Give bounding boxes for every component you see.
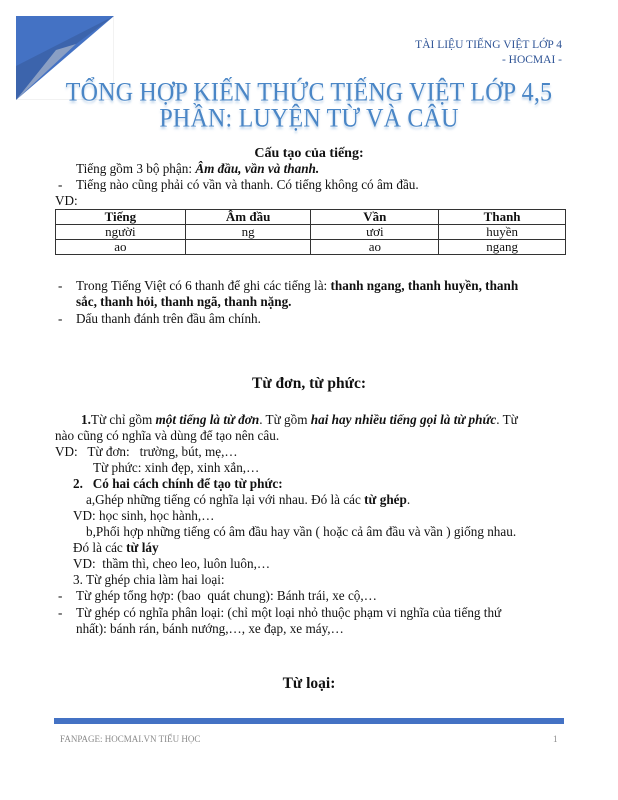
paragraph-2b: b,Phối hợp những tiếng có âm đầu hay vần ( hoặc cả âm đầu và vần ) giống nhau. — [86, 524, 517, 539]
bullet-text: Tiếng nào cũng phải có vần và thanh. Có tiếng không có âm đầu. — [76, 177, 419, 192]
bullet-item — [58, 605, 502, 621]
bullet-text: Từ ghép tổng hợp: (bao quát chung): Bánh trái, xe cộ,… — [76, 588, 377, 603]
text-run: a,Ghép những tiếng có nghĩa lại với nhau. Đó là các — [86, 492, 365, 507]
bullet-dash: - — [58, 177, 63, 192]
table-cell: ng — [185, 225, 311, 240]
intro-text: Tiếng gồm 3 bộ phận: — [76, 161, 196, 176]
column-header: Vần — [311, 210, 439, 225]
column-header: Tiếng — [56, 210, 186, 225]
table-row — [56, 240, 566, 255]
text-run: Đó là các — [73, 540, 127, 555]
bullet-dash: - — [58, 311, 63, 326]
tones-list: thanh ngang, thanh huyền, thanh — [330, 278, 519, 293]
bullet-text-continued: nhất): bánh rán, bánh nướng,…, xe đạp, xe máy,… — [76, 621, 344, 636]
section-heading-cau-tao: Cấu tạo của tiếng: — [254, 146, 364, 161]
intro-line — [76, 161, 319, 177]
document-header — [415, 38, 562, 68]
term-tu-ghep: từ ghép — [364, 492, 407, 507]
bullet-text: Từ ghép có nghĩa phân loại: (chỉ một loại nhỏ thuộc phạm vi nghĩa của tiếng thứ — [76, 605, 502, 620]
paragraph-2a — [86, 492, 410, 508]
syllable-table — [55, 209, 566, 255]
page-number: 1 — [553, 734, 558, 744]
table-row — [56, 225, 566, 240]
section-heading-tu-loai: Từ loại: — [282, 675, 336, 692]
bullet-dash: - — [58, 605, 63, 620]
bullet-item — [58, 278, 519, 294]
emphasis-tu-don: một tiếng là từ đơn — [155, 412, 260, 427]
section-heading-tu-don-tu-phuc: Từ đơn, từ phức: — [251, 375, 366, 392]
footer-divider — [54, 718, 564, 724]
footer-fanpage: FANPAGE: HOCMAI.VN TIỂU HỌC — [60, 734, 201, 744]
table-cell: huyền — [439, 225, 566, 240]
text-run: . — [406, 492, 411, 507]
text-run: Từ chỉ gồm — [90, 412, 156, 427]
text-run: . Từ — [496, 412, 518, 427]
tones-list-continued: sắc, thanh hỏi, thanh ngã, thanh nặng. — [76, 294, 292, 309]
doc-label: TÀI LIỆU TIẾNG VIỆT LỚP 4 — [415, 39, 562, 51]
table-header-row — [56, 210, 566, 225]
column-header: Thanh — [439, 210, 566, 225]
emphasis-tu-phuc: hai hay nhiều tiếng gọi là từ phức — [310, 412, 497, 427]
intro-emphasis: Âm đầu, vần và thanh. — [195, 161, 320, 176]
paragraph-2b-line-2 — [73, 540, 159, 556]
table-cell: ngang — [439, 240, 566, 255]
bullet-text: Dấu thanh đánh trên đầu âm chính. — [76, 311, 261, 326]
table-cell: ao — [311, 240, 439, 255]
title-line-1: TỔNG HỢP KIẾN THỨC TIẾNG VIỆT LỚP 4,5 — [65, 78, 553, 108]
table-cell: người — [56, 225, 186, 240]
title-line-2: PHẦN: LUYỆN TỪ VÀ CÂU — [159, 104, 459, 134]
bullet-item — [58, 311, 261, 327]
paragraph-3: 3. Từ ghép chia làm hai loại: — [73, 572, 225, 587]
paragraph-number: 1. — [81, 412, 91, 427]
paragraph-2-heading: 2. Có hai cách chính để tạo từ phức: — [73, 476, 283, 491]
bullet-text — [76, 278, 518, 294]
bullet-dash: - — [58, 588, 63, 603]
table-cell — [185, 240, 311, 255]
paragraph-1-line-2: nào cũng có nghĩa và dùng để tạo nên câu. — [55, 428, 280, 443]
brand-label: - HOCMAI - — [501, 54, 562, 66]
example-tu-ghep: VD: học sinh, học hành,… — [73, 508, 215, 523]
example-tu-phuc: Từ phức: xinh đẹp, xinh xắn,… — [93, 460, 260, 475]
bullet-dash: - — [58, 278, 63, 293]
column-header: Âm đầu — [185, 210, 311, 225]
paragraph-1 — [81, 412, 518, 428]
page-title — [0, 80, 618, 132]
bullet-item — [58, 177, 419, 193]
text-run: . Từ gồm — [259, 412, 311, 427]
example-tu-lay: VD: thầm thì, cheo leo, luôn luôn,… — [73, 556, 271, 571]
bullet-item — [58, 588, 377, 604]
table-cell: ươi — [311, 225, 439, 240]
term-tu-lay: từ láy — [126, 540, 159, 555]
table-cell: ao — [56, 240, 186, 255]
tones-intro: Trong Tiếng Việt có 6 thanh để ghi các tiếng là: — [76, 278, 331, 293]
example-tu-don: VD: Từ đơn: trường, bút, mẹ,… — [55, 444, 238, 459]
vd-label: VD: — [55, 193, 78, 208]
